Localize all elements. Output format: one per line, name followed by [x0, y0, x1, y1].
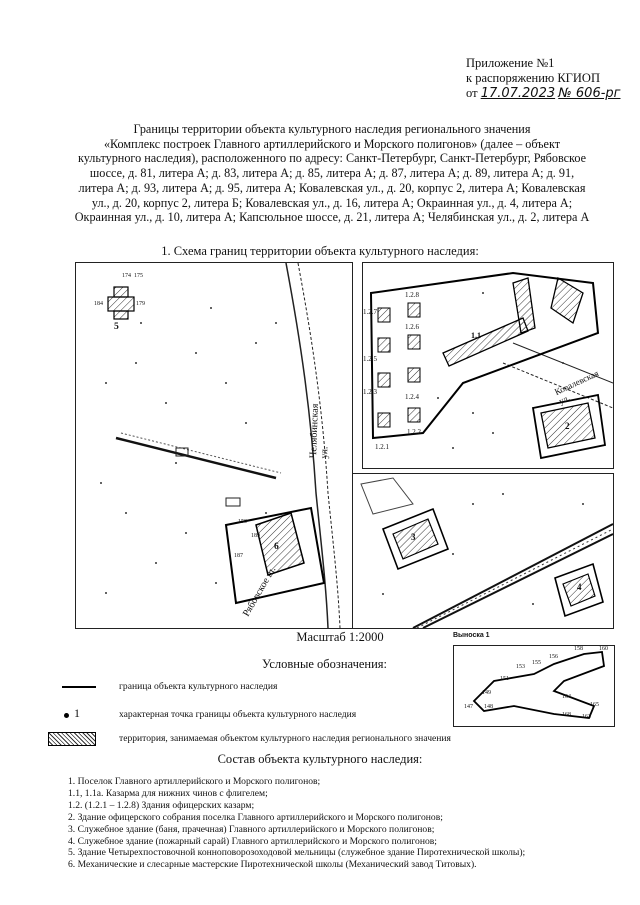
map-scale: Масштаб 1:2000: [296, 630, 384, 644]
point-label: 179: [136, 301, 145, 307]
title-line: «Комплекс построек Главного артиллерийского и Морского полигонов» (далее – объект: [103, 136, 561, 151]
map-label-121: 1.2.1: [375, 443, 389, 451]
map-label-126: 1.2.6: [405, 323, 419, 331]
composition-item: 1.1, 1.1а. Казарма для нижних чинов с флигелем;: [68, 787, 268, 799]
composition-item: 5. Здание Четырехпостовочной конноповорозоходовой мельницы (служебное здание Пиротехнической школы);: [68, 847, 526, 859]
inset-point: 156: [549, 654, 558, 660]
legend-point-symbol: [64, 713, 69, 718]
inset-callout: [453, 632, 615, 727]
legend-line-symbol: [62, 686, 96, 688]
composition-item: 3. Служебное здание (баня, прачечная) Главного артиллерийского и Морского полигонов;: [68, 823, 435, 835]
legend-point-text: характерная точка границы объекта культурного наследия: [119, 709, 357, 720]
map-label-11: 1.1: [471, 331, 481, 340]
legend-point-label: 1: [74, 706, 80, 720]
composition-item: 1. Поселок Главного артиллерийского и Морского полигонов;: [68, 776, 321, 787]
inset-point: 160: [599, 646, 608, 652]
scheme-title: 1. Схема границ территории объекта культурного наследия:: [161, 244, 479, 258]
date-prefix: от: [466, 86, 478, 100]
map-label-125: 1.2.5: [363, 355, 377, 363]
title-line: ул., д. 20, корпус 2, литера Б; Ковалевская ул., д. 16, литера А; Окраинная ул., д. 4, литера А;: [91, 195, 573, 210]
map-label-6: 6: [274, 541, 279, 552]
map-main: [75, 262, 353, 629]
point-label: 174: [122, 273, 131, 279]
map-label-128: 1.2.8: [405, 291, 419, 299]
inset-point: 149: [482, 690, 491, 696]
legend-title: Условные обозначения:: [262, 657, 388, 671]
inset-point: 155: [532, 660, 541, 666]
legend-line-text: граница объекта культурного наследия: [119, 681, 278, 692]
inset-point: 158: [574, 646, 583, 652]
title-line: Границы территории объекта культурного наследия регионального значения: [133, 122, 531, 136]
point-label: 189: [251, 533, 260, 539]
title-line: культурного наследия), расположенного по адресу: Санкт-Петербург, Санкт-Петербург, Рябовское: [77, 151, 587, 166]
street-ryabovskoe: Рябовское ш.: [241, 564, 279, 619]
title-line: Окраинная ул., д. 10, литера А; Капсюльное шоссе, д. 21, литера А; Челябинская ул., д. 2, литера А: [74, 210, 590, 225]
inset-point: 165: [590, 702, 599, 708]
map-label-124: 1.2.4: [405, 393, 419, 401]
composition-item: 6. Механические и слесарные мастерские Пиротехнической школы (Механический завод Титовых).: [68, 859, 477, 871]
composition-item: 2. Здание офицерского собрания поселка Главного артиллерийского и Морского полигонов;: [68, 811, 443, 823]
map-label-3: 3: [411, 532, 416, 542]
composition-list: [68, 776, 628, 871]
handwritten-number: № 606-рг: [558, 86, 621, 101]
street-kovalevskaya: Ковалевская ул.: [553, 368, 601, 407]
map-label-4: 4: [577, 582, 582, 592]
composition-item: 4. Служебное здание (пожарный сарай) Главного артиллерийского и Морского полигонов;: [68, 835, 437, 847]
point-label: 150: [238, 519, 247, 525]
appendix-header: [466, 56, 621, 101]
appendix-order-ref: к распоряжению КГИОП: [466, 71, 600, 85]
inset-point: 151: [500, 676, 509, 682]
inset-point: 148: [484, 704, 493, 710]
appendix-date-line: [466, 86, 621, 101]
point-label: 187: [234, 553, 243, 559]
map-bottom-right: [352, 473, 614, 629]
title-line: шоссе, д. 81, литера А; д. 83, литера А; д. 85, литера А; д. 87, литера А; д. 89, литера А; д. 91,: [89, 166, 575, 181]
legend-hatch-symbol: [48, 732, 96, 746]
inset-title: Выноска 1: [453, 632, 490, 639]
inset-point: 163: [582, 714, 591, 720]
inset-point: 153: [516, 664, 525, 670]
composition-title: Состав объекта культурного наследия:: [217, 752, 423, 766]
map-label-127: 1.2.7: [363, 308, 377, 316]
composition-item: 1.2. (1.2.1 – 1.2.8) Здания офицерских казарм;: [68, 799, 255, 811]
map-top-right-drawing: [363, 263, 613, 468]
map-label-5: 5: [114, 321, 119, 332]
point-label: 175: [134, 273, 143, 279]
title-line: литера А; д. 93, литера А; д. 95, литера А; Ковалевская ул., д. 20, корпус 2, литера А; Ковалевская: [78, 180, 586, 195]
map-label-122: 1.2.2: [407, 428, 421, 436]
document-title: [52, 122, 612, 225]
map-bottom-right-drawing: [353, 474, 613, 628]
map-top-right: [362, 262, 614, 469]
inset-point: 168: [562, 712, 571, 718]
point-label: 184: [94, 301, 103, 307]
inset-point: 147: [464, 704, 473, 710]
map-label-2: 2: [565, 421, 570, 431]
street-chelyabinskaya: Челябинская ул.: [308, 403, 331, 459]
handwritten-date: 17.07.2023: [480, 86, 556, 101]
appendix-number: Приложение №1: [466, 56, 555, 70]
map-label-123: 1.2.3: [363, 388, 377, 396]
legend-hatch-text: территория, занимаемая объектом культурного наследия регионального значения: [119, 733, 451, 744]
building-5: [108, 287, 134, 319]
inset-point: 164: [562, 694, 571, 700]
